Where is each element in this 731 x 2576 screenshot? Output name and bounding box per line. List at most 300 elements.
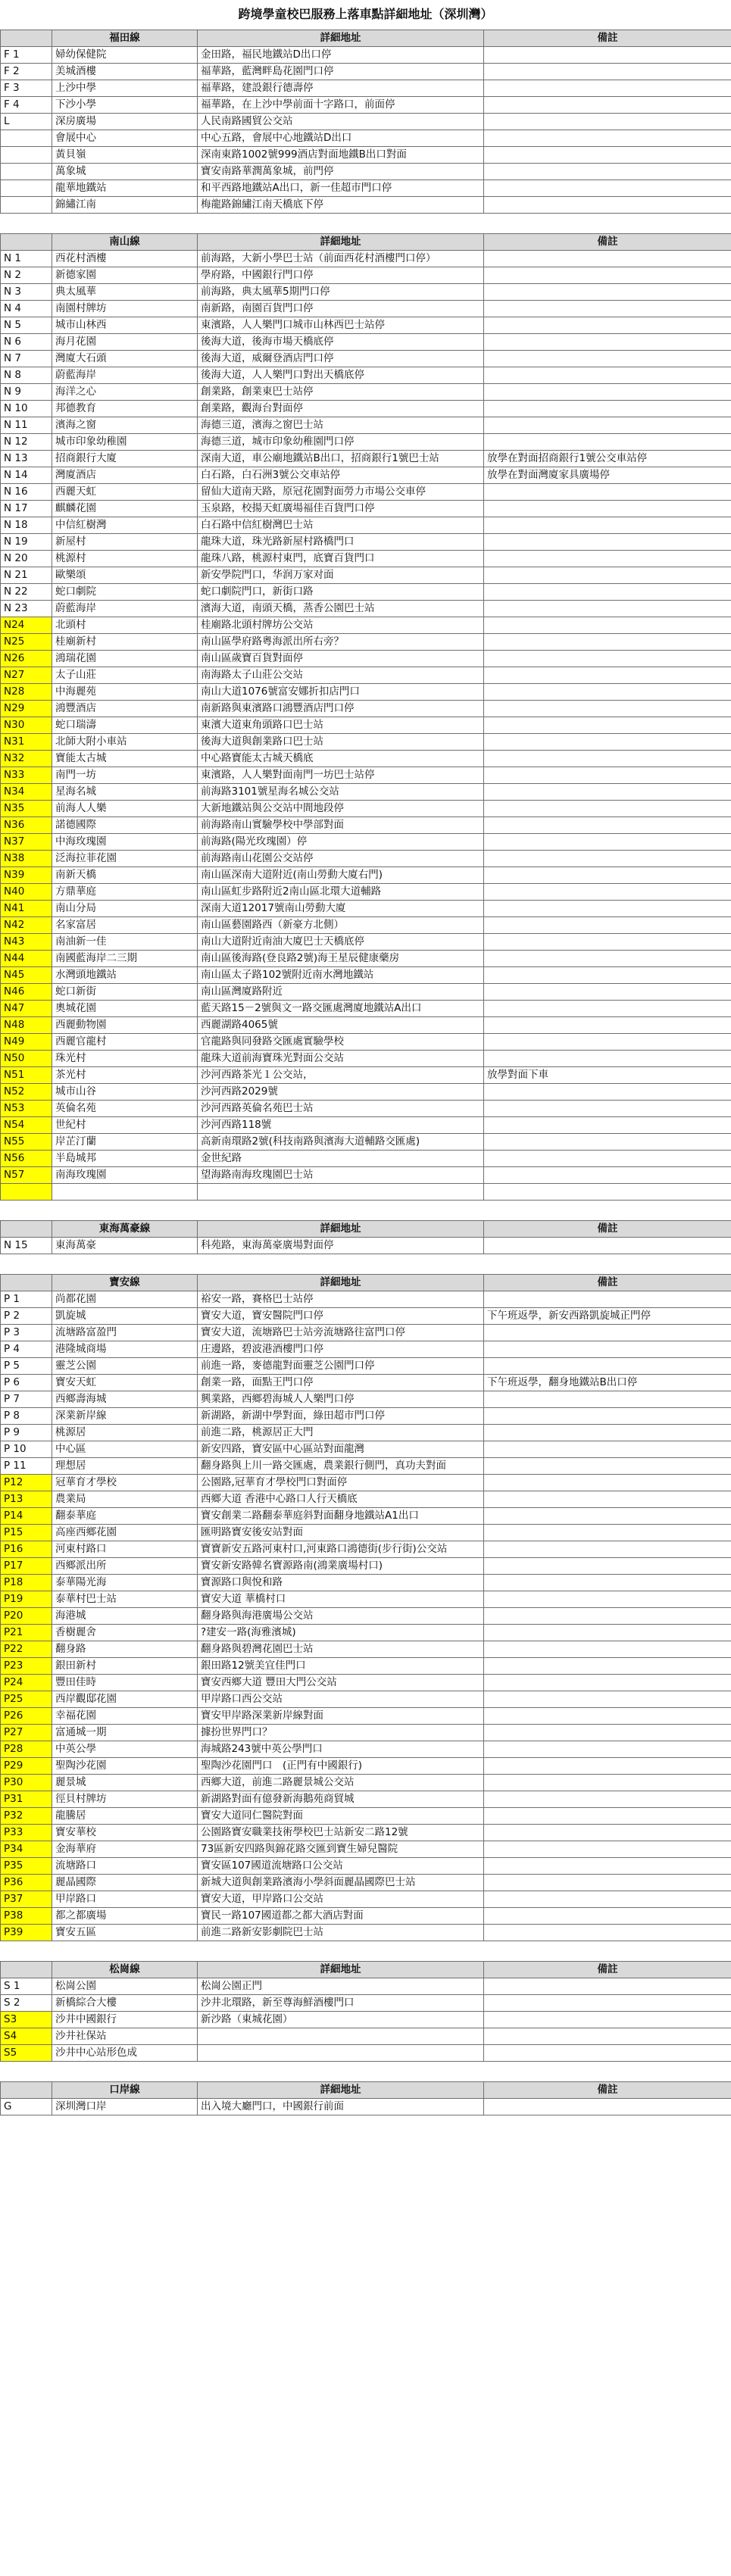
stop-code: N 18 xyxy=(1,517,52,534)
stop-code: P31 xyxy=(1,1791,52,1808)
table-row xyxy=(1,1691,731,1708)
stop-note xyxy=(484,2028,731,2045)
stop-name: 沙井社保站 xyxy=(52,2028,198,2045)
stop-code: F 3 xyxy=(1,80,52,97)
stop-name: 世紀村 xyxy=(52,1117,198,1134)
stop-name: 龍華地鐵站 xyxy=(52,180,198,197)
stop-address: 海城路243號中英公學門口 xyxy=(198,1741,484,1758)
stop-name: 城市山林西 xyxy=(52,317,198,334)
route-table xyxy=(0,1274,731,1941)
stop-note xyxy=(484,1608,731,1625)
stop-address: 出入境大廳門口，中國銀行前面 xyxy=(198,2099,484,2115)
stop-name: 蛇口新街 xyxy=(52,984,198,1001)
stop-name: 南油新一佳 xyxy=(52,934,198,951)
table-row xyxy=(1,367,731,384)
stop-address: 庄邊路，碧波港酒樓門口停 xyxy=(198,1341,484,1358)
stop-code xyxy=(1,130,52,147)
stop-name: 邦德教育 xyxy=(52,401,198,417)
stop-address: 寶安大道，寶安醫院門口停 xyxy=(198,1308,484,1325)
stop-address: 新安四路，寶安區中心區站對面龍灣 xyxy=(198,1441,484,1458)
stop-note xyxy=(484,917,731,934)
stop-note xyxy=(484,1151,731,1167)
table-row xyxy=(1,284,731,301)
table-row xyxy=(1,1425,731,1441)
stop-name: 中信紅樹灣 xyxy=(52,517,198,534)
stop-name: 美城酒樓 xyxy=(52,64,198,80)
stop-code: N 14 xyxy=(1,467,52,484)
stop-address: 前海路(陽光玫瑰園）停 xyxy=(198,834,484,851)
stop-name: 深圳灣口岸 xyxy=(52,2099,198,2115)
stop-name: 尚都花園 xyxy=(52,1291,198,1308)
stop-address: 前海路3101號星海名城公交站 xyxy=(198,784,484,801)
stop-name: 松崗公園 xyxy=(52,1978,198,1995)
stop-note xyxy=(484,1425,731,1441)
stop-address: 和平西路地鐵站A出口，新一佳超市門口停 xyxy=(198,180,484,197)
table-row xyxy=(1,751,731,767)
stop-code: P13 xyxy=(1,1491,52,1508)
stop-address: 後海大道，人人樂門口對出天橋底停 xyxy=(198,367,484,384)
stop-name: 桂廟新村 xyxy=(52,634,198,651)
stop-address: 南山區歲寶百貨對面停 xyxy=(198,651,484,667)
stop-code: P24 xyxy=(1,1675,52,1691)
stop-address: 新安學院門口，华润万家对面 xyxy=(198,567,484,584)
stop-code: N 16 xyxy=(1,484,52,501)
stop-address: 東濱路，人人樂對面南門一坊巴士站停 xyxy=(198,767,484,784)
stop-code: N57 xyxy=(1,1167,52,1184)
stop-code: P 4 xyxy=(1,1341,52,1358)
stop-address: 沙井北環路，新至尊海鮮酒樓門口 xyxy=(198,1995,484,2012)
stop-note xyxy=(484,47,731,64)
table-row xyxy=(1,1017,731,1034)
stop-note xyxy=(484,1117,731,1134)
stop-code: P21 xyxy=(1,1625,52,1641)
stop-code: N48 xyxy=(1,1017,52,1034)
table-row xyxy=(1,967,731,984)
table-row xyxy=(1,1775,731,1791)
stop-name: 寶安天虹 xyxy=(52,1375,198,1391)
stop-address: 望海路南海玫瑰園巴士站 xyxy=(198,1167,484,1184)
stop-name: 西岸觀邸花園 xyxy=(52,1691,198,1708)
stop-note xyxy=(484,114,731,130)
stop-name: 海港城 xyxy=(52,1608,198,1625)
stop-code: N 5 xyxy=(1,317,52,334)
table-row xyxy=(1,1084,731,1101)
stop-note xyxy=(484,417,731,434)
table-row xyxy=(1,984,731,1001)
stop-note xyxy=(484,1458,731,1475)
route-table xyxy=(0,2081,731,2115)
stop-address: 藍天路15－2號與文一路交匯處灣廈地鐵站A出口 xyxy=(198,1001,484,1017)
stop-name: 河東村路口 xyxy=(52,1541,198,1558)
stop-name: 理想居 xyxy=(52,1458,198,1475)
stop-note xyxy=(484,1525,731,1541)
stop-code: N34 xyxy=(1,784,52,801)
stop-address: 前進一路，麥德龍對面靈芝公園門口停 xyxy=(198,1358,484,1375)
table-row xyxy=(1,1001,731,1017)
stop-code: P34 xyxy=(1,1841,52,1858)
stop-name: 南山分局 xyxy=(52,901,198,917)
stop-code: N31 xyxy=(1,734,52,751)
stop-address: 福華路，建設銀行德壽停 xyxy=(198,80,484,97)
table-row xyxy=(1,1808,731,1825)
table-row xyxy=(1,1925,731,1941)
stop-address: 金田路，福民地鐵站D出口停 xyxy=(198,47,484,64)
stop-name: 都之都廣場 xyxy=(52,1908,198,1925)
stop-note xyxy=(484,1408,731,1425)
table-row xyxy=(1,1308,731,1325)
stop-note xyxy=(484,401,731,417)
table-row xyxy=(1,47,731,64)
route-name: 寶安線 xyxy=(52,1275,198,1291)
stop-code: N51 xyxy=(1,1067,52,1084)
stop-address: 松崗公園正門 xyxy=(198,1978,484,1995)
stop-code: N 3 xyxy=(1,284,52,301)
table-row xyxy=(1,951,731,967)
stop-code: N50 xyxy=(1,1051,52,1067)
stop-address: 寶安新安路韓名寶源路南(鴻業廣場村口) xyxy=(198,1558,484,1575)
stop-name: 茶光村 xyxy=(52,1067,198,1084)
stop-address: 興業路，西鄉碧海城人人樂門口停 xyxy=(198,1391,484,1408)
stop-note xyxy=(484,180,731,197)
table-row xyxy=(1,834,731,851)
stop-code: N49 xyxy=(1,1034,52,1051)
stop-note xyxy=(484,534,731,551)
table-row xyxy=(1,197,731,214)
stop-name: 英倫名苑 xyxy=(52,1101,198,1117)
stop-code: P33 xyxy=(1,1825,52,1841)
stop-address: 白石路，白石洲3號公交車站停 xyxy=(198,467,484,484)
stop-code xyxy=(1,180,52,197)
stop-name: 新屋村 xyxy=(52,534,198,551)
stop-address: 南山區藝園路西（新豪方北側） xyxy=(198,917,484,934)
stop-address: 後海大道，威爾登酒店門口停 xyxy=(198,351,484,367)
stop-code: P12 xyxy=(1,1475,52,1491)
stop-address: 前海路，典太風華5期門口停 xyxy=(198,284,484,301)
stop-name: 流塘路富盈門 xyxy=(52,1325,198,1341)
stop-code: F 1 xyxy=(1,47,52,64)
header-row xyxy=(1,234,731,251)
stop-note xyxy=(484,1475,731,1491)
stop-address: 南山區學府路粵海派出所右旁？ xyxy=(198,634,484,651)
stop-note xyxy=(484,1978,731,1995)
stop-code: P25 xyxy=(1,1691,52,1708)
stop-name: 北師大附小車站 xyxy=(52,734,198,751)
stop-name: 岸芷汀蘭 xyxy=(52,1134,198,1151)
stop-note xyxy=(484,817,731,834)
stop-code: P37 xyxy=(1,1891,52,1908)
stop-note: 放學在對面招商銀行1號公交車站停 xyxy=(484,451,731,467)
stop-address: 寶源路口與悅和路 xyxy=(198,1575,484,1591)
stop-address: 高新南環路2號(科技南路與濱海大道輔路交匯處) xyxy=(198,1134,484,1151)
stop-address: 西鄉大道，前進二路麗景城公交站 xyxy=(198,1775,484,1791)
stop-code: P17 xyxy=(1,1558,52,1575)
table-row xyxy=(1,1641,731,1658)
table-row xyxy=(1,1558,731,1575)
stop-address: 玉泉路，校揚天虹廣場福佳百貨門口停 xyxy=(198,501,484,517)
stop-note xyxy=(484,1167,731,1184)
route-name: 福田線 xyxy=(52,30,198,47)
stop-name: 銀田新村 xyxy=(52,1658,198,1675)
table-row xyxy=(1,1458,731,1475)
stop-name: 西麗天虹 xyxy=(52,484,198,501)
stop-name: 錦繡江南 xyxy=(52,197,198,214)
stop-code: N53 xyxy=(1,1101,52,1117)
stop-name: 星海名城 xyxy=(52,784,198,801)
stop-note xyxy=(484,634,731,651)
header-address: 詳細地址 xyxy=(198,1275,484,1291)
stop-name: 中海麗苑 xyxy=(52,684,198,701)
stop-address xyxy=(198,1184,484,1201)
stop-address: 東濱大道東角頭路口巴士站 xyxy=(198,717,484,734)
header-address: 詳細地址 xyxy=(198,2082,484,2099)
stop-code: P 11 xyxy=(1,1458,52,1475)
stop-code: N45 xyxy=(1,967,52,984)
stop-code: P 9 xyxy=(1,1425,52,1441)
stop-address: 南山區後海路(登良路2號)海王星辰健康藥房 xyxy=(198,951,484,967)
stop-note xyxy=(484,1891,731,1908)
stop-note xyxy=(484,801,731,817)
table-row xyxy=(1,417,731,434)
stop-code: N37 xyxy=(1,834,52,851)
stop-name: 靈芝公園 xyxy=(52,1358,198,1375)
stop-code: N 13 xyxy=(1,451,52,467)
stop-note xyxy=(484,147,731,164)
stop-address: 據扮世界門口？ xyxy=(198,1725,484,1741)
stop-name: 港隆城商場 xyxy=(52,1341,198,1358)
stop-code: N 8 xyxy=(1,367,52,384)
stop-address: 南山區灣廈路附近 xyxy=(198,984,484,1001)
table-row xyxy=(1,551,731,567)
stop-note xyxy=(484,934,731,951)
stop-name: 上沙中學 xyxy=(52,80,198,97)
stop-note xyxy=(484,1908,731,1925)
stop-name: 北頭村 xyxy=(52,617,198,634)
stop-name: 沙井中心站形色成 xyxy=(52,2045,198,2062)
stop-note xyxy=(484,1708,731,1725)
table-row xyxy=(1,601,731,617)
header-note: 備註 xyxy=(484,1275,731,1291)
table-row xyxy=(1,1238,731,1254)
stop-address: 南海路太子山莊公交站 xyxy=(198,667,484,684)
stop-name: 香樹麗舍 xyxy=(52,1625,198,1641)
stop-address: 濱海大道，南頭天橋，蒸香公園巴士站 xyxy=(198,601,484,617)
stop-name: 麗晶國際 xyxy=(52,1875,198,1891)
stop-address: 金世紀路 xyxy=(198,1151,484,1167)
stop-address: 福華路，在上沙中學前面十字路口，前面停 xyxy=(198,97,484,114)
stop-code: N25 xyxy=(1,634,52,651)
table-row xyxy=(1,651,731,667)
stop-code: N 12 xyxy=(1,434,52,451)
stop-note xyxy=(484,784,731,801)
stop-name: 流塘路口 xyxy=(52,1858,198,1875)
stop-address: 寶安創業二路翻泰華庭斜對面翻身地鐵站A1出口 xyxy=(198,1508,484,1525)
route-name: 松崗線 xyxy=(52,1962,198,1978)
route-table xyxy=(0,233,731,1201)
stop-name: 西麗官龍村 xyxy=(52,1034,198,1051)
stop-name: 諾德國際 xyxy=(52,817,198,834)
stop-code: P 8 xyxy=(1,1408,52,1425)
stop-code: P 3 xyxy=(1,1325,52,1341)
table-row xyxy=(1,1441,731,1458)
header-blank xyxy=(1,2082,52,2099)
header-blank xyxy=(1,234,52,251)
table-row xyxy=(1,1375,731,1391)
stop-address: 前進二路，桃源居正大門 xyxy=(198,1425,484,1441)
route-table xyxy=(0,1961,731,2062)
table-row xyxy=(1,64,731,80)
stop-note xyxy=(484,1238,731,1254)
stop-code: N 22 xyxy=(1,584,52,601)
stop-name: 城市印象幼稚園 xyxy=(52,434,198,451)
stop-name: 新橋綜合大樓 xyxy=(52,1995,198,2012)
stop-note: 下午班返學，翻身地鐵站B出口停 xyxy=(484,1375,731,1391)
stop-address: 南山大道1076號富安娜折扣店門口 xyxy=(198,684,484,701)
stop-code: N 19 xyxy=(1,534,52,551)
stop-address: 寶安大道，流塘路巴士站旁流塘路往富門口停 xyxy=(198,1325,484,1341)
stop-note xyxy=(484,164,731,180)
table-row xyxy=(1,567,731,584)
stop-note: 放學對面下車 xyxy=(484,1067,731,1084)
stop-name: 南海玫瑰園 xyxy=(52,1167,198,1184)
stop-note xyxy=(484,367,731,384)
stop-address: 南山區深南大道附近(南山勞動大廈右門) xyxy=(198,867,484,884)
stop-name: 招商銀行大廈 xyxy=(52,451,198,467)
stop-note xyxy=(484,1441,731,1458)
stop-address: 前海路，大新小學巴士站（前面西花村酒樓門口停） xyxy=(198,251,484,267)
route-section xyxy=(0,1274,731,1941)
table-row xyxy=(1,1725,731,1741)
stop-note xyxy=(484,1101,731,1117)
stop-code: N54 xyxy=(1,1117,52,1134)
table-row xyxy=(1,767,731,784)
stop-address: 留仙大道南天路，原冠花園對面勞力市場公交車停 xyxy=(198,484,484,501)
stop-note xyxy=(484,717,731,734)
stop-code: S 1 xyxy=(1,1978,52,1995)
stop-code: N27 xyxy=(1,667,52,684)
stop-name: 泛海拉菲花園 xyxy=(52,851,198,867)
stop-note xyxy=(484,1575,731,1591)
stop-name: 灣廈酒店 xyxy=(52,467,198,484)
stop-address: 後海大道，後海市場天橋底停 xyxy=(198,334,484,351)
table-row xyxy=(1,1891,731,1908)
table-row xyxy=(1,180,731,197)
stop-code: P35 xyxy=(1,1858,52,1875)
stop-code: N 11 xyxy=(1,417,52,434)
stop-note xyxy=(484,651,731,667)
stop-code: S5 xyxy=(1,2045,52,2062)
stop-address: 南新路與東濱路口鴻豐酒店門口停 xyxy=(198,701,484,717)
table-row xyxy=(1,1875,731,1891)
stop-name: 東海萬豪 xyxy=(52,1238,198,1254)
table-row xyxy=(1,1341,731,1358)
stop-code: N 17 xyxy=(1,501,52,517)
table-row xyxy=(1,1675,731,1691)
stop-address: 深南大道12017號南山勞動大廈 xyxy=(198,901,484,917)
stop-address: 福華路，藍灣畔島花園門口停 xyxy=(198,64,484,80)
route-table xyxy=(0,1220,731,1254)
table-row xyxy=(1,1184,731,1201)
stop-name: 富通城一期 xyxy=(52,1725,198,1741)
stop-note xyxy=(484,701,731,717)
table-row xyxy=(1,1908,731,1925)
stop-name: 沙井中國銀行 xyxy=(52,2012,198,2028)
stop-code: N28 xyxy=(1,684,52,701)
stop-code: N36 xyxy=(1,817,52,834)
stop-code: N56 xyxy=(1,1151,52,1167)
stop-address: 沙河西路2029號 xyxy=(198,1084,484,1101)
table-row xyxy=(1,501,731,517)
stop-code: P 6 xyxy=(1,1375,52,1391)
table-row xyxy=(1,2028,731,2045)
stop-note xyxy=(484,1341,731,1358)
stop-code: N30 xyxy=(1,717,52,734)
stop-address: 深南東路1002號999酒店對面地鐵B出口對面 xyxy=(198,147,484,164)
stop-code: P26 xyxy=(1,1708,52,1725)
route-section xyxy=(0,1961,731,2062)
stop-code: N26 xyxy=(1,651,52,667)
stop-address: 沙河西路英倫名苑巴士站 xyxy=(198,1101,484,1117)
stop-note xyxy=(484,1758,731,1775)
stop-code: N 7 xyxy=(1,351,52,367)
sections-container xyxy=(0,30,731,2115)
stop-code: N32 xyxy=(1,751,52,767)
stop-name: 歐樂頌 xyxy=(52,567,198,584)
table-row xyxy=(1,634,731,651)
stop-note xyxy=(484,1625,731,1641)
stop-address: 深南大道，車公廟地鐵站B出口，招商銀行1號巴士站 xyxy=(198,451,484,467)
stop-address: 寶安大道同仁醫院對面 xyxy=(198,1808,484,1825)
stop-note xyxy=(484,601,731,617)
stop-name: 方鼎華庭 xyxy=(52,884,198,901)
stop-address: 龍珠八路，桃源村東門，底寶百貨門口 xyxy=(198,551,484,567)
table-row xyxy=(1,114,731,130)
stop-code: P 1 xyxy=(1,1291,52,1308)
stop-address: 蛇口劇院門口，新街口路 xyxy=(198,584,484,601)
table-row xyxy=(1,1291,731,1308)
stop-name xyxy=(52,1184,198,1201)
stop-name: 南門一坊 xyxy=(52,767,198,784)
stop-name: 翻身路 xyxy=(52,1641,198,1658)
stop-address: 南山大道附近南油大廈巴士天橋底停 xyxy=(198,934,484,951)
stop-name: 西花村酒樓 xyxy=(52,251,198,267)
stop-name: 半島城邦 xyxy=(52,1151,198,1167)
stop-address: 官龍路與同發路交匯處實驗學校 xyxy=(198,1034,484,1051)
table-row xyxy=(1,584,731,601)
table-row xyxy=(1,1134,731,1151)
stop-address: 創業路，觀海台對面停 xyxy=(198,401,484,417)
table-row xyxy=(1,1508,731,1525)
table-row xyxy=(1,684,731,701)
header-blank xyxy=(1,1221,52,1238)
stop-code: P16 xyxy=(1,1541,52,1558)
stop-address: 中心五路，會展中心地鐵站D出口 xyxy=(198,130,484,147)
table-row xyxy=(1,80,731,97)
stop-address: 東濱路，人人樂門口城市山林西巴士站停 xyxy=(198,317,484,334)
stop-code: N 20 xyxy=(1,551,52,567)
stop-code: N41 xyxy=(1,901,52,917)
stop-name: 麒麟花園 xyxy=(52,501,198,517)
stop-code: N 23 xyxy=(1,601,52,617)
table-row xyxy=(1,1101,731,1117)
header-address: 詳細地址 xyxy=(198,30,484,47)
stop-name: 蔚藍海岸 xyxy=(52,601,198,617)
table-row xyxy=(1,147,731,164)
table-row xyxy=(1,1067,731,1084)
table-row xyxy=(1,534,731,551)
stop-code: P23 xyxy=(1,1658,52,1675)
stop-note xyxy=(484,130,731,147)
stop-note xyxy=(484,301,731,317)
